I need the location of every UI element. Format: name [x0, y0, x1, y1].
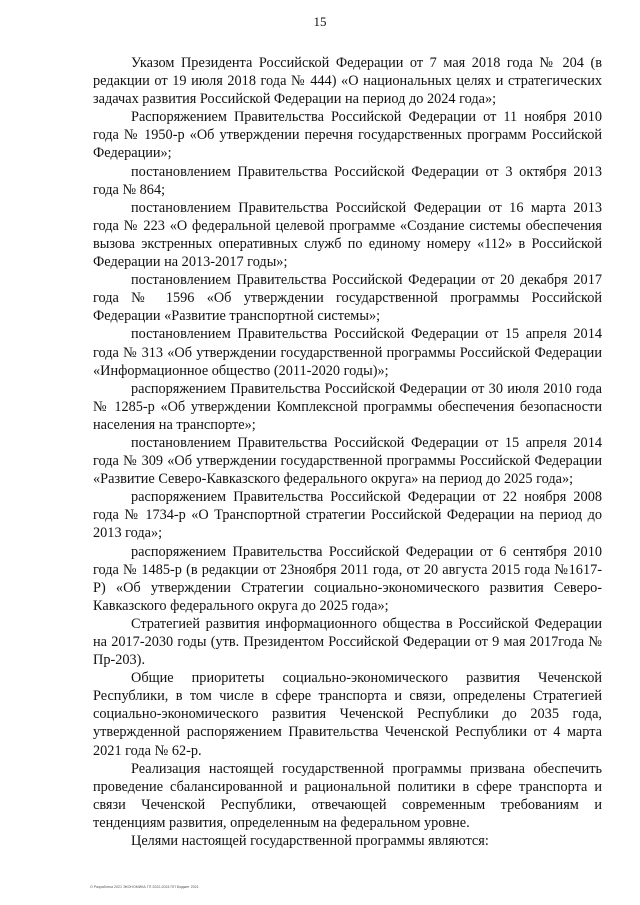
paragraph-resolution-313: постановлением Правительства Российской Федерации от 15 апреля 2014 года № 313 «Об утверждении государственной программы Российской Федерации «Информационное общество (2011-2020 годы)»;: [93, 326, 602, 379]
paragraph-program-implementation: Реализация настоящей государственной программы призвана обеспечить проведение сбалансированной и рациональной политики в сфере транспорта и связи Чеченской Республики, отвечающей современным требованиям и тенденциям развития, определенным на федеральном уровне.: [93, 760, 602, 831]
paragraph-information-society-strategy: Стратегией развития информационного общества в Российской Федерации на 2017-2030 годы (утв. Президентом Российской Федерации от 9 мая 2017года № Пр-203).: [93, 615, 602, 669]
paragraph-resolution-1596: постановлением Правительства Российской Федерации от 20 декабря 2017 года № 1596 «Об утверждении государственной программы Российской Федерации «Развитие транспортной системы»;: [93, 272, 602, 325]
paragraph-presidential-decree: Указом Президента Российской Федерации от 7 мая 2018 года № 204 (в редакции от 19 июля 2018 года № 444) «О национальных целях и стратегических задачах развития Российской Федерации на период до 2024 года»;: [93, 55, 602, 108]
paragraph-order-1285-r: распоряжением Правительства Российской Федерации от 30 июля 2010 года № 1285-р «Об утверждении Комплексной программы обеспечения безопасности населения на транспорте»;: [93, 380, 602, 433]
paragraph-order-1734-r: распоряжением Правительства Российской Федерации от 22 ноября 2008 года № 1734-р «О Транспортной стратегии Российской Федерации на период до 2013 года»;: [93, 489, 602, 542]
paragraph-resolution-309: постановлением Правительства Российской Федерации от 15 апреля 2014 года № 309 «Об утверждении государственной программы Российской Федерации «Развитие Северо-Кавказского федерального округа» на период до 2025 года»;: [93, 434, 602, 488]
paragraph-order-1950-r: Распоряжением Правительства Российской Федерации от 11 ноября 2010 года № 1950-р «Об утверждении перечня государственных программ Российской Федерации»;: [93, 109, 602, 162]
footer-file-path: О Разработка 2021 ЭКОНОМИКА ГП 2022-2024 ПП Бюджет 2021: [90, 885, 199, 889]
paragraph-program-goals-intro: Целями настоящей государственной программы являются:: [131, 833, 489, 850]
paragraph-resolution-223: постановлением Правительства Российской Федерации от 16 марта 2013 года № 223 «О федеральной целевой программе «Создание системы обеспечения вызова экстренных оперативных служб по единому номеру «112» в Российской Федерации на 2013-2017 годы»;: [93, 199, 602, 271]
paragraph-resolution-864: постановлением Правительства Российской Федерации от 3 октября 2013 года № 864;: [93, 163, 602, 198]
paragraph-order-1485-r: распоряжением Правительства Российской Федерации от 6 сентября 2010 года № 1485-р (в редакции от 23ноября 2011 года, от 20 августа 2015 года №1617-Р) «Об утверждении Стратегии социально-экономического развития Северо-Кавказского федерального округа до 2025 года»;: [93, 543, 602, 614]
paragraph-general-priorities: Общие приоритеты социально-экономического развития Чеченской Республики, в том числе в сфере транспорта и связи, определены Стратегией социально-экономического развития Чеченской Республики до 2035 года, утвержденной распоряжением Правительства Чеченской Республики от 4 марта 2021 года № 62-р.: [93, 670, 602, 759]
page-number: 15: [313, 14, 327, 29]
body-text: [93, 54, 602, 850]
